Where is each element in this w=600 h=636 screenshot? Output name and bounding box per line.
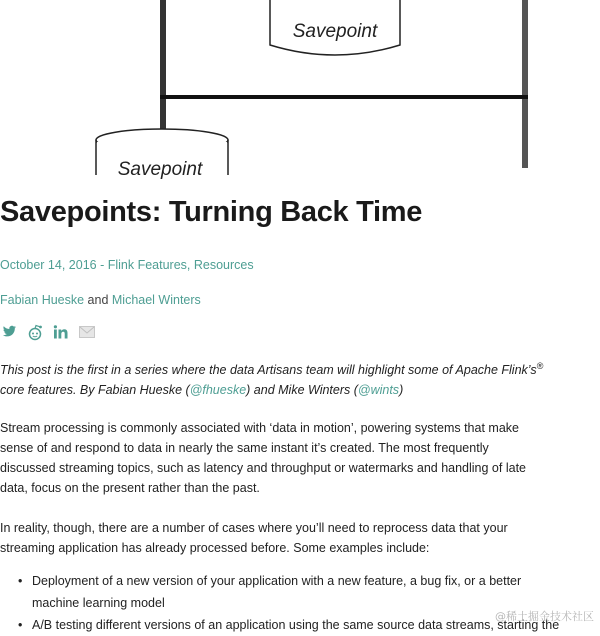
author-link-fabian[interactable]: Fabian Hueske (0, 293, 85, 307)
intro-text-2: core features. By Fabian Hueske ( (0, 383, 190, 398)
share-bar (0, 323, 96, 341)
author-link-michael[interactable]: Michael Winters (111, 293, 201, 307)
post-meta (0, 258, 254, 272)
list-item: • A/B testing different versions of an application using the same source data streams, starting the (0, 614, 560, 636)
meta-separator: - (96, 258, 108, 272)
examples-list (0, 570, 560, 636)
twitter-handle-wints[interactable]: @wints (357, 383, 400, 398)
savepoint-label-bottom: Savepoint (117, 159, 203, 180)
reddit-icon[interactable] (26, 323, 44, 341)
post-authors (0, 293, 201, 307)
list-item: • Deployment of a new version of your application with a new feature, a bug fix, or a better machine learning model (0, 570, 560, 614)
intro-paragraph (0, 356, 555, 400)
diagram-horizontal-line (160, 95, 528, 99)
site-watermark: @稀土掘金技术社区 (495, 610, 594, 623)
category-link-flink-features[interactable]: Flink Features (107, 258, 187, 272)
author-join: and (84, 293, 112, 307)
article-title: Savepoints: Turning Back Time (0, 196, 423, 228)
linkedin-icon[interactable] (52, 323, 70, 341)
twitter-icon[interactable] (0, 323, 18, 341)
email-icon[interactable] (78, 323, 96, 341)
intro-text-4: ) (399, 383, 404, 398)
category-link-resources[interactable]: Resources (193, 258, 254, 272)
hero-diagram-image (0, 0, 600, 180)
savepoint-label-top: Savepoint (292, 21, 378, 42)
body-paragraph-2: In reality, though, there are a number of cases where you’ll need to reprocess data that your streaming application has already processed before. Some examples include: (0, 521, 508, 555)
registered-mark: ® (536, 361, 544, 371)
savepoint-cylinder-top (270, 0, 400, 55)
post-date-link[interactable]: October 14, 2016 (0, 258, 97, 272)
twitter-handle-fhueske[interactable]: @fhueske (189, 383, 247, 398)
category-separator: , (186, 258, 194, 272)
diagram-vertical-line (522, 0, 528, 168)
savepoint-cylinder-bottom (96, 129, 228, 180)
intro-text-3: ) and Mike Winters ( (246, 383, 358, 398)
intro-text-1: This post is the first in a series where the data Artisans team will highlight some of Apache Flink’s (0, 363, 537, 378)
body-paragraph-1: Stream processing is commonly associated with ‘data in motion’, powering systems that make sense of and respond to data in nearly the same instant it’s created. The most frequently discussed streaming topics, such as latency and throughput or watermarks and handling of late data, focus on the present rather than the past. (0, 421, 526, 495)
